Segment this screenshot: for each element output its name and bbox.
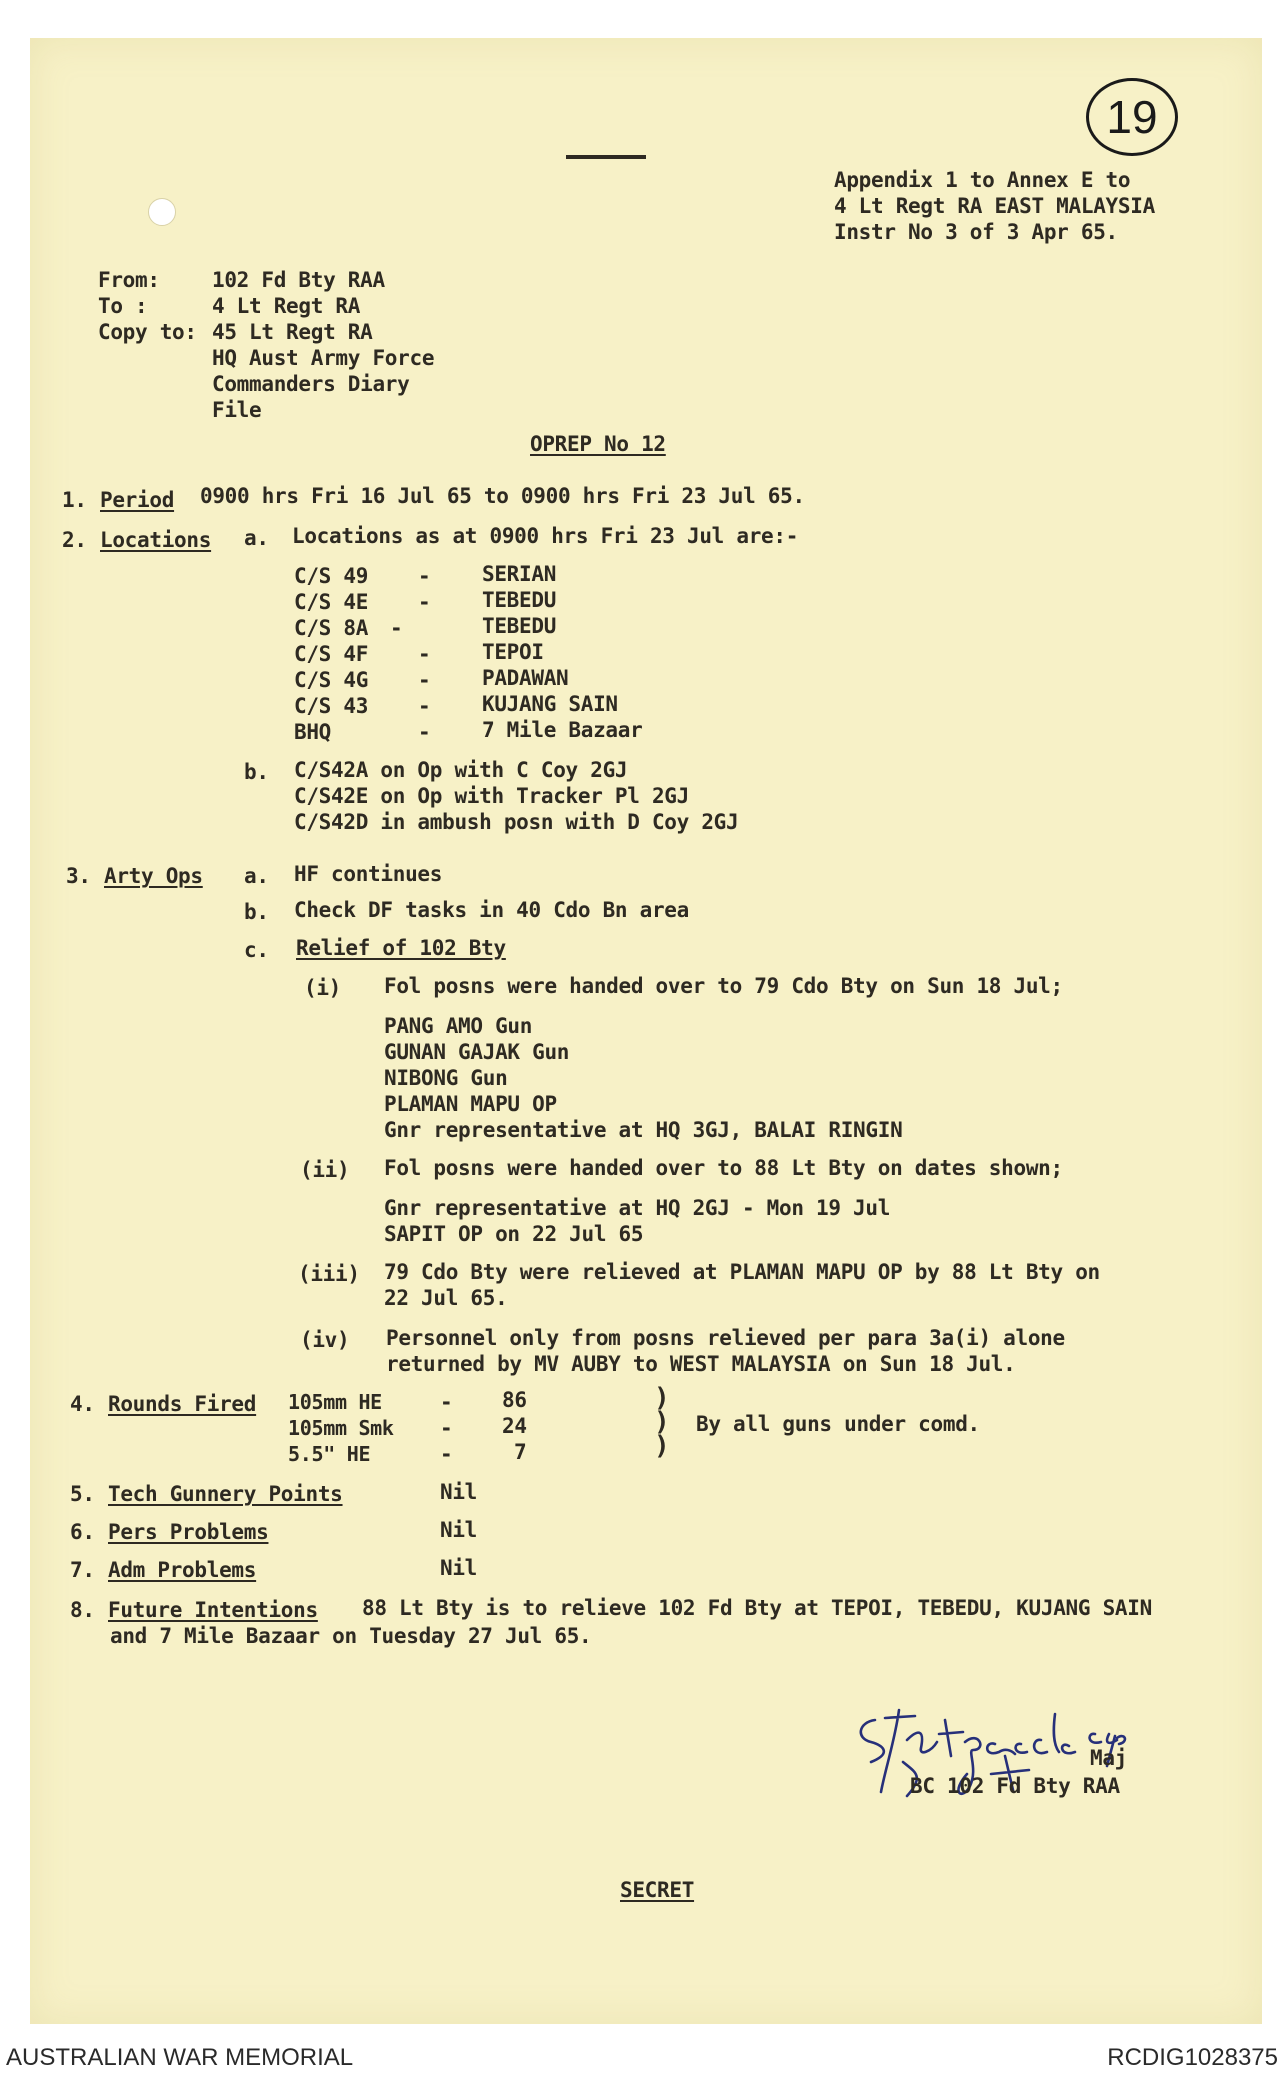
location-callsign: BHQ xyxy=(294,720,332,744)
location-place: TEBEDU xyxy=(482,588,557,612)
para-4-number: 4. xyxy=(70,1392,95,1416)
location-dash: - xyxy=(418,668,431,692)
para-8-number: 8. xyxy=(70,1598,95,1622)
location-dash: - xyxy=(418,590,431,614)
sub-para-iii-line: 79 Cdo Bty were relieved at PLAMAN MAPU OP by 88 Lt Bty on xyxy=(384,1260,1100,1284)
para-7-number: 7. xyxy=(70,1558,95,1582)
location-dash: - xyxy=(418,720,431,744)
para-5-number: 5. xyxy=(70,1482,95,1506)
location-callsign: C/S 43 xyxy=(294,694,369,718)
sub-para-ii-text: Fol posns were handed over to 88 Lt Bty on dates shown; xyxy=(384,1156,1063,1180)
para-5-value: Nil xyxy=(440,1480,478,1504)
round-qty: 86 xyxy=(502,1388,527,1412)
appendix-line-1: Appendix 1 to Annex E to xyxy=(834,168,1131,192)
round-qty: 7 xyxy=(514,1440,527,1464)
para-3c-letter: c. xyxy=(244,938,269,962)
location-callsign: C/S 4G xyxy=(294,668,369,692)
from-label: From: xyxy=(98,268,160,292)
handover-item: PLAMAN MAPU OP xyxy=(384,1092,557,1116)
para-3-heading: Arty Ops xyxy=(104,864,203,888)
top-rule xyxy=(566,155,646,159)
para-2a-text: Locations as at 0900 hrs Fri 23 Jul are:- xyxy=(292,524,799,548)
page-number-circle: 19 xyxy=(1086,78,1178,156)
footer-institution: AUSTRALIAN WAR MEMORIAL xyxy=(6,2044,354,2071)
sub-para-ii: (ii) xyxy=(300,1158,350,1182)
para-2b-line: C/S42E on Op with Tracker Pl 2GJ xyxy=(294,784,689,808)
from-value: 102 Fd Bty RAA xyxy=(212,268,385,292)
para-3a-letter: a. xyxy=(244,864,269,888)
round-type: 5.5" HE xyxy=(288,1442,371,1466)
para-1-text: 0900 hrs Fri 16 Jul 65 to 0900 hrs Fri 23 Jul 65. xyxy=(200,484,805,508)
location-place: KUJANG SAIN xyxy=(482,692,618,716)
right-brace: ) ) ) xyxy=(654,1383,670,1461)
location-dash: - xyxy=(418,642,431,666)
appendix-line-3: Instr No 3 of 3 Apr 65. xyxy=(834,220,1118,244)
handover-item: Gnr representative at HQ 2GJ - Mon 19 Jul xyxy=(384,1196,891,1220)
footer-record-id: RCDIG1028375 xyxy=(1107,2044,1278,2071)
para-2b-line: C/S42D in ambush posn with D Coy 2GJ xyxy=(294,810,739,834)
to-value: 4 Lt Regt RA xyxy=(212,294,361,318)
sub-para-i-text: Fol posns were handed over to 79 Cdo Bty on Sun 18 Jul; xyxy=(384,974,1063,998)
round-dash: - xyxy=(440,1416,453,1440)
para-4-heading: Rounds Fired xyxy=(108,1392,257,1416)
location-callsign: C/S 4F xyxy=(294,642,369,666)
appendix-line-2: 4 Lt Regt RA EAST MALAYSIA xyxy=(834,194,1155,218)
punch-hole xyxy=(148,198,176,226)
round-type: 105mm HE xyxy=(288,1390,382,1414)
sub-para-iv: (iv) xyxy=(300,1328,350,1352)
para-6-heading: Pers Problems xyxy=(108,1520,269,1544)
location-dash: - xyxy=(418,694,431,718)
para-1-number: 1. xyxy=(62,488,87,512)
para-7-value: Nil xyxy=(440,1556,478,1580)
copy-to-3: Commanders Diary xyxy=(212,372,410,396)
location-callsign: C/S 4E xyxy=(294,590,369,614)
copy-label: Copy to: xyxy=(98,320,197,344)
sub-para-i: (i) xyxy=(304,976,342,1000)
para-2b-letter: b. xyxy=(244,760,269,784)
para-7-heading: Adm Problems xyxy=(108,1558,257,1582)
document-title: OPREP No 12 xyxy=(530,432,666,456)
handover-item: Gnr representative at HQ 3GJ, BALAI RINGIN xyxy=(384,1118,903,1142)
location-dash: - xyxy=(418,564,431,588)
sub-para-iii-line: 22 Jul 65. xyxy=(384,1286,508,1310)
para-6-number: 6. xyxy=(70,1520,95,1544)
para-3b-letter: b. xyxy=(244,900,269,924)
round-dash: - xyxy=(440,1390,453,1414)
location-place: PADAWAN xyxy=(482,666,569,690)
sub-para-iv-line: returned by MV AUBY to WEST MALAYSIA on Sun 18 Jul. xyxy=(386,1352,1016,1376)
signatory-appointment: BC 102 Fd Bty RAA xyxy=(910,1774,1120,1798)
handover-item: NIBONG Gun xyxy=(384,1066,508,1090)
signatory-rank: Maj xyxy=(1090,1746,1128,1770)
handover-item: PANG AMO Gun xyxy=(384,1014,533,1038)
copy-to-4: File xyxy=(212,398,262,422)
rounds-note: By all guns under comd. xyxy=(696,1412,980,1436)
round-qty: 24 xyxy=(502,1414,527,1438)
para-6-value: Nil xyxy=(440,1518,478,1542)
para-2-number: 2. xyxy=(62,528,87,552)
para-1-heading: Period xyxy=(100,488,175,512)
to-label: To : xyxy=(98,294,148,318)
location-callsign: C/S 8A xyxy=(294,616,369,640)
para-5-heading: Tech Gunnery Points xyxy=(108,1482,343,1506)
location-place: TEBEDU xyxy=(482,614,557,638)
location-place: TEPOI xyxy=(482,640,544,664)
para-2-heading: Locations xyxy=(100,528,212,552)
copy-to-2: HQ Aust Army Force xyxy=(212,346,435,370)
para-3a-text: HF continues xyxy=(294,862,443,886)
para-3c-heading: Relief of 102 Bty xyxy=(296,936,506,960)
handover-item: SAPIT OP on 22 Jul 65 xyxy=(384,1222,644,1246)
para-8-line-2: and 7 Mile Bazaar on Tuesday 27 Jul 65. xyxy=(110,1624,592,1648)
round-dash: - xyxy=(440,1442,453,1466)
handover-item: GUNAN GAJAK Gun xyxy=(384,1040,570,1064)
location-callsign: C/S 49 xyxy=(294,564,369,588)
para-2b-line: C/S42A on Op with C Coy 2GJ xyxy=(294,758,628,782)
para-3-number: 3. xyxy=(66,864,91,888)
location-place: SERIAN xyxy=(482,562,557,586)
para-2a-letter: a. xyxy=(244,526,269,550)
copy-to-1: 45 Lt Regt RA xyxy=(212,320,373,344)
round-type: 105mm Smk xyxy=(288,1416,394,1440)
sub-para-iv-line: Personnel only from posns relieved per para 3a(i) alone xyxy=(386,1326,1065,1350)
para-8-heading: Future Intentions xyxy=(108,1598,318,1622)
sub-para-iii: (iii) xyxy=(298,1262,360,1286)
para-3b-text: Check DF tasks in 40 Cdo Bn area xyxy=(294,898,689,922)
location-dash: - xyxy=(390,616,403,640)
location-place: 7 Mile Bazaar xyxy=(482,718,643,742)
security-classification: SECRET xyxy=(620,1878,695,1902)
para-8-line-1: 88 Lt Bty is to relieve 102 Fd Bty at TEPOI, TEBEDU, KUJANG SAIN xyxy=(362,1596,1152,1620)
